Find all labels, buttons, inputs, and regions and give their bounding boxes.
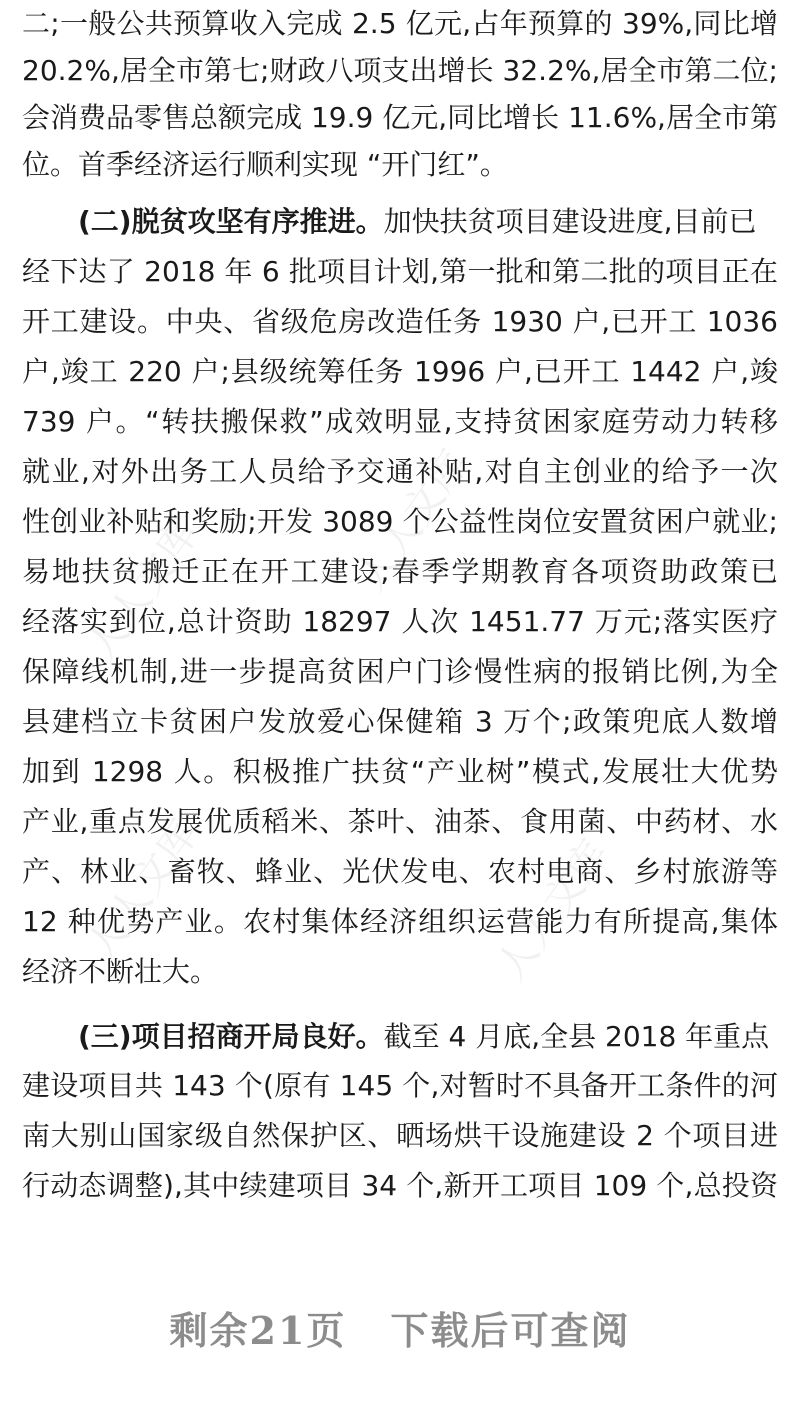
remaining-pages-label: 剩余21页 bbox=[169, 1308, 347, 1353]
watermark: 人人文库 bbox=[78, 811, 208, 970]
text-line: 户,竣工 220 户;县级统筹任务 1996 户,已开工 1442 户,竣 bbox=[22, 355, 778, 388]
text-line: 行动态调整),其中续建项目 34 个,新开工项目 109 个,总投资 bbox=[22, 1169, 778, 1202]
paragraph-line bbox=[78, 196, 757, 248]
text-line: 产、林业、畜牧、蜂业、光伏发电、农村电商、乡村旅游等 bbox=[22, 855, 778, 888]
text-line: 经落实到位,总计资助 18297 人次 1451.77 万元;落实医疗 bbox=[22, 605, 778, 638]
text-line: 县建档立卡贫困户发放爱心保健箱 3 万个;政策兜底人数增 bbox=[22, 705, 778, 738]
text-line: 南大别山国家级自然保护区、晒场烘干设施建设 2 个项目进 bbox=[22, 1119, 778, 1152]
download-prompt-label[interactable]: 下载后可查阅 bbox=[390, 1308, 631, 1353]
text-line: 二;一般公共预算收入完成 2.5 亿元,占年预算的 39%,同比增 bbox=[22, 7, 778, 40]
text-line: 建设项目共 143 个(原有 145 个,对暂时不具备开工条件的河 bbox=[22, 1069, 778, 1102]
text-run: 截至 4 月底,全县 2018 年重点 bbox=[383, 1020, 770, 1053]
text-line: 保障线机制,进一步提高贫困户门诊慢性病的报销比例,为全 bbox=[22, 655, 778, 688]
text-line: 开工建设。中央、省级危房改造任务 1930 户,已开工 1036 bbox=[22, 305, 778, 338]
text-line: 产业,重点发展优质稻米、茶叶、油茶、食用菌、中药材、水 bbox=[22, 805, 778, 838]
text-line: 经下达了 2018 年 6 批项目计划,第一批和第二批的项目正在 bbox=[22, 255, 778, 288]
text-line: 会消费品零售总额完成 19.9 亿元,同比增长 11.6%,居全市第 bbox=[22, 101, 778, 134]
text-line: 12 种优势产业。农村集体经济组织运营能力有所提高,集体 bbox=[22, 905, 778, 938]
download-prompt-bar[interactable] bbox=[0, 1300, 800, 1355]
text-line: 经济不断壮大。 bbox=[22, 955, 219, 988]
watermark: 人人文库 bbox=[78, 511, 208, 670]
watermark: 人人文库 bbox=[348, 441, 478, 600]
section-heading: (二)脱贫攻坚有序推进。 bbox=[78, 205, 384, 238]
text-line: 性创业补贴和奖励;开发 3089 个公益性岗位安置贫困户就业; bbox=[22, 505, 778, 538]
watermark: 人人文库 bbox=[488, 831, 618, 990]
text-line: 易地扶贫搬迁正在开工建设;春季学期教育各项资助政策已 bbox=[22, 555, 778, 588]
section-heading: (三)项目招商开局良好。 bbox=[78, 1020, 384, 1053]
text-line: 就业,对外出务工人员给予交通补贴,对自主创业的给予一次 bbox=[22, 455, 778, 488]
text-run: 加快扶贫项目建设进度,目前已 bbox=[383, 205, 757, 238]
text-line: 位。首季经济运行顺利实现 “开门红”。 bbox=[22, 148, 508, 181]
paragraph-line bbox=[78, 1011, 769, 1063]
text-line: 739 户。“转扶搬保救”成效明显,支持贫困家庭劳动力转移 bbox=[22, 405, 778, 438]
text-line: 加到 1298 人。积极推广扶贫“产业树”模式,发展壮大优势 bbox=[22, 755, 778, 788]
text-line: 20.2%,居全市第七;财政八项支出增长 32.2%,居全市第二位; bbox=[22, 54, 778, 87]
